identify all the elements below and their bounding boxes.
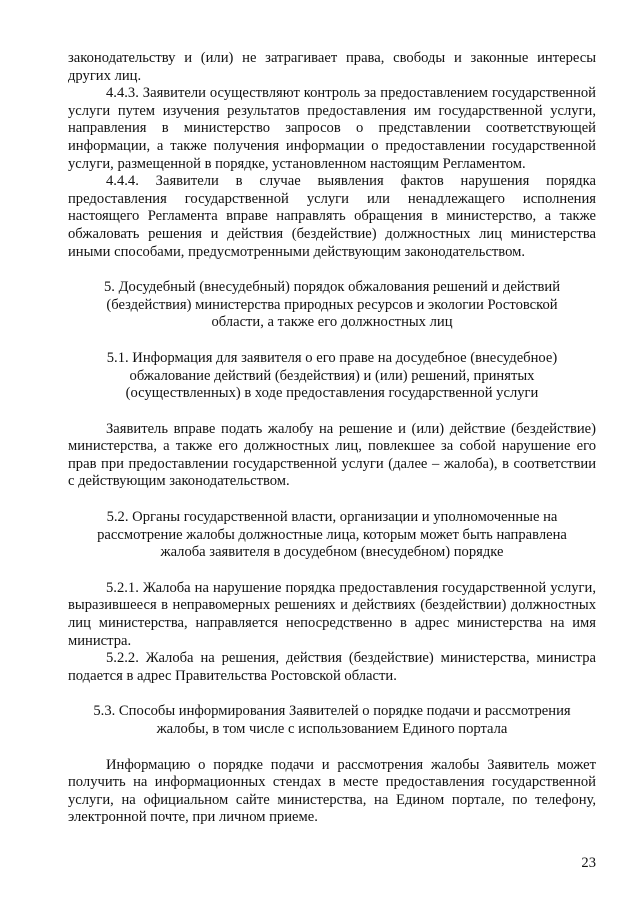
paragraph-5-2-1: 5.2.1. Жалоба на нарушение порядка предоставления государственной услуги, выразившееся в неправомерных решениях и действиях (бездействии) должностных лиц министерства, направляется непосредственно в адрес министерства на имя министра.: [68, 579, 596, 649]
paragraph-information-ways: Информацию о порядке подачи и рассмотрения жалобы Заявитель может получить на информационных стендах в месте предоставления государственной услуги, на официальном сайте министерства, на Едином портале, по телефону, электронной почте, при личном приеме.: [68, 756, 596, 826]
paragraph-complaint-right: Заявитель вправе подать жалобу на решение и (или) действие (бездействие) министерства, а также его должностных лиц, повлекшее за собой нарушение его прав при предоставлении государственной услуги (далее – жалоба), в соответствии с действующим законодательством.: [68, 420, 596, 490]
paragraph-4-4-4: 4.4.4. Заявители в случае выявления фактов нарушения порядка предоставления государственной услуги или ненадлежащего исполнения настоящего Регламента вправе направлять обращения в министерство, а также обжаловать решения и действия (бездействие) должностных лиц министерства иными способами, предусмотренными действующим законодательством.: [68, 173, 596, 260]
subsection-5-2-heading: 5.2. Органы государственной власти, организации и уполномоченные на рассмотрение жалобы должностные лица, которым может быть направлена жалоба заявителя в досудебном (внесудебном) порядке: [97, 509, 567, 561]
paragraph-4-4-3: 4.4.3. Заявители осуществляют контроль за предоставлением государственной услуги путем изучения результатов предоставления им государственной услуги, направления в министерство запросов о представлении соответствующей информации, а также получения информации о предоставлении государственной услуги, размещенной в порядке, установленном настоящим Регламентом.: [68, 85, 596, 172]
section-5-heading: 5. Досудебный (внесудебный) порядок обжалования решений и действий (бездействия) министерства природных ресурсов и экологии Ростовской области, а также его должностных лиц: [103, 279, 561, 331]
paragraph-5-2-2: 5.2.2. Жалоба на решения, действия (бездействие) министерства, министра подается в адрес Правительства Ростовской области.: [68, 650, 596, 684]
page-number: 23: [581, 855, 596, 871]
subsection-5-3-heading: 5.3. Способы информирования Заявителей о порядке подачи и рассмотрения жалобы, в том числе с использованием Единого портала: [93, 703, 571, 737]
subsection-5-1-heading: 5.1. Информация для заявителя о его праве на досудебное (внесудебное) обжалование действий (бездействия) и (или) решений, принятых (осуществленных) в ходе предоставления государственной услуги: [106, 349, 558, 402]
document-body: [68, 50, 596, 827]
paragraph-continuation: законодательству и (или) не затрагивает права, свободы и законные интересы других лиц.: [68, 50, 596, 84]
